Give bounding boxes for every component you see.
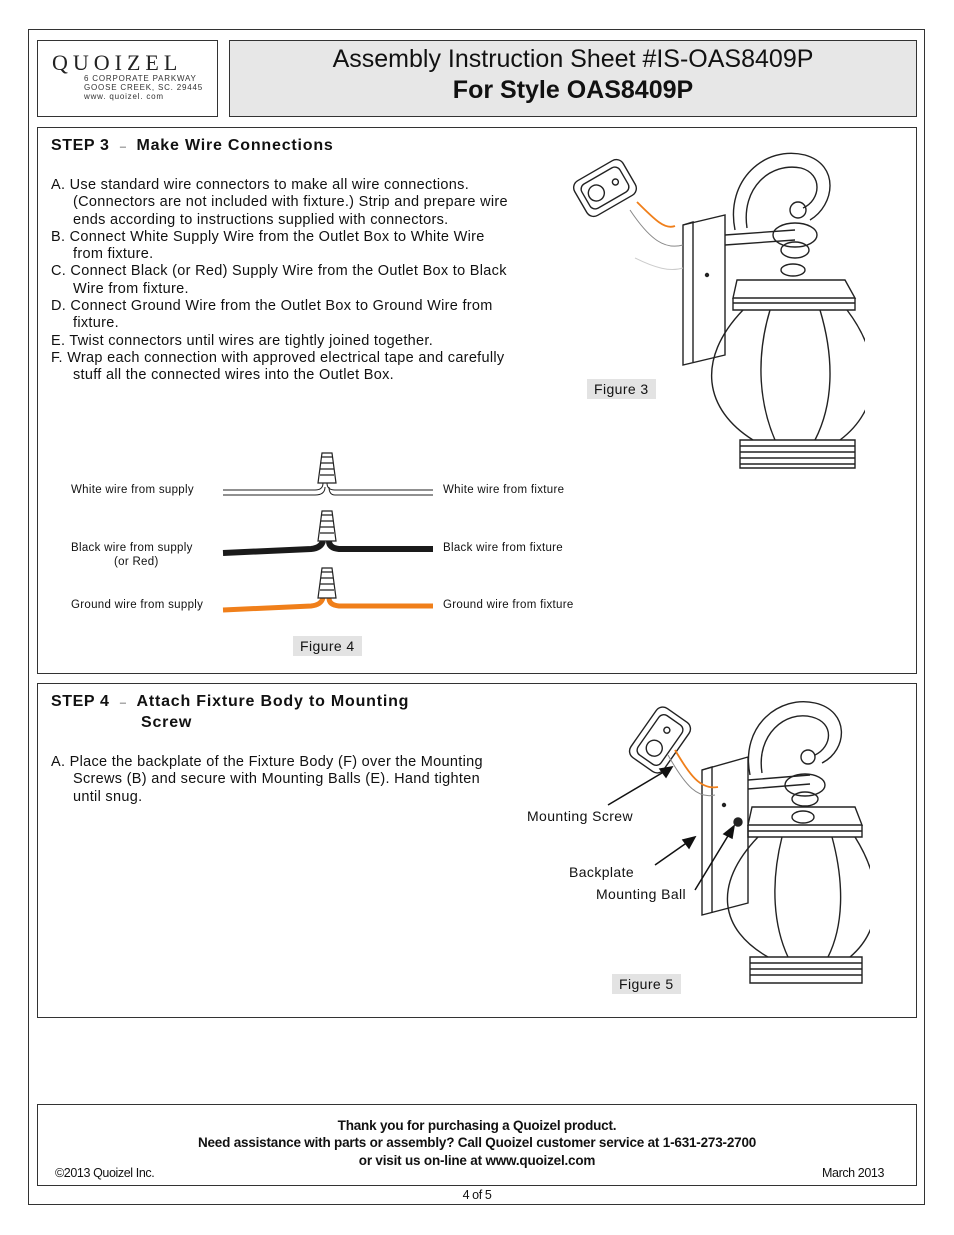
address-line: GOOSE CREEK, SC. 29445	[84, 83, 203, 92]
company-logo: QUOIZEL	[52, 50, 183, 75]
figure4-diagram	[215, 445, 435, 620]
footer-thanks: Thank you for purchasing a Quoizel product.	[337, 1118, 617, 1133]
wire-connector-icon	[318, 511, 336, 541]
mounting-ball-callout: Mounting Ball	[596, 886, 687, 902]
step3-title: Make Wire Connections	[136, 137, 334, 154]
figure4-label: Figure 4	[293, 636, 362, 656]
mounting-ball-icon	[734, 818, 742, 826]
page-number: 4 of 5	[462, 1188, 492, 1202]
step4-title: Attach Fixture Body to Mounting	[136, 693, 410, 710]
footer-date: March 2013	[822, 1166, 885, 1180]
figure5-label: Figure 5	[612, 974, 681, 994]
step4-label: STEP 4	[51, 693, 110, 710]
instruction-item: E. Twist connectors until wires are tightly joined together.	[51, 332, 434, 349]
footer-website: or visit us on-line at www.quoizel.com	[358, 1153, 596, 1168]
document-title: Assembly Instruction Sheet #IS-OAS8409P	[332, 45, 814, 73]
white-fixture-label: White wire from fixture	[443, 484, 565, 496]
wire-connector-icon	[318, 453, 336, 483]
figure3-label: Figure 3	[587, 379, 656, 399]
outlet-box-icon	[571, 157, 639, 220]
instruction-item: C. Connect Black (or Red) Supply Wire from the Outlet Box to Black Wire from fixture.	[51, 263, 507, 297]
ground-fixture-label: Ground wire from fixture	[443, 599, 574, 611]
black-supply-alt-label: (or Red)	[114, 556, 159, 568]
ground-wire-icon	[637, 202, 675, 227]
instruction-item: A. Place the backplate of the Fixture Body (F) over the Mounting Screws (B) and secure with Mounting Balls (E). Hand tighten until snug.	[51, 754, 483, 805]
step4-heading	[51, 693, 409, 711]
step3-dash: –	[119, 141, 127, 153]
step4-dash: –	[119, 697, 127, 709]
black-supply-label: Black wire from supply	[71, 542, 193, 554]
step4-title-cont: Screw	[141, 714, 193, 731]
footer-copyright: ©2013 Quoizel Inc.	[55, 1166, 155, 1180]
backplate-callout: Backplate	[569, 864, 635, 880]
instruction-item: F. Wrap each connection with approved electrical tape and carefully stuff all the connected wires into the Outlet Box.	[51, 349, 505, 384]
address-line: www. quoizel. com	[84, 92, 164, 101]
step3-instructions	[51, 177, 511, 385]
mounting-screw-callout: Mounting Screw	[527, 808, 633, 824]
ground-supply-label: Ground wire from supply	[71, 599, 204, 611]
black-fixture-label: Black wire from fixture	[443, 542, 564, 554]
outlet-box-icon	[626, 704, 693, 776]
address-line: 6 CORPORATE PARKWAY	[84, 74, 197, 83]
figure3-illustration	[565, 140, 865, 470]
figure5-illustration	[600, 695, 870, 1005]
document-subtitle: For Style OAS8409P	[452, 76, 694, 104]
step3-heading	[51, 137, 334, 155]
step3-label: STEP 3	[51, 137, 110, 154]
wire-connector-icon	[318, 568, 336, 598]
step4-instructions	[51, 754, 491, 806]
footer-assistance: Need assistance with parts or assembly? Call Quoizel customer service at 1-631-273-2700	[197, 1135, 757, 1150]
white-supply-label: White wire from supply	[71, 484, 194, 496]
instruction-item: D. Connect Ground Wire from the Outlet Box to Ground Wire from fixture.	[51, 298, 493, 332]
instruction-item: A. Use standard wire connectors to make all wire connections. (Connectors are not included with fixture.) Strip and prepare wire ends according to instructions supplied with connectors.	[51, 177, 508, 228]
instruction-item: B. Connect White Supply Wire from the Outlet Box to White Wire from fixture.	[51, 228, 485, 263]
